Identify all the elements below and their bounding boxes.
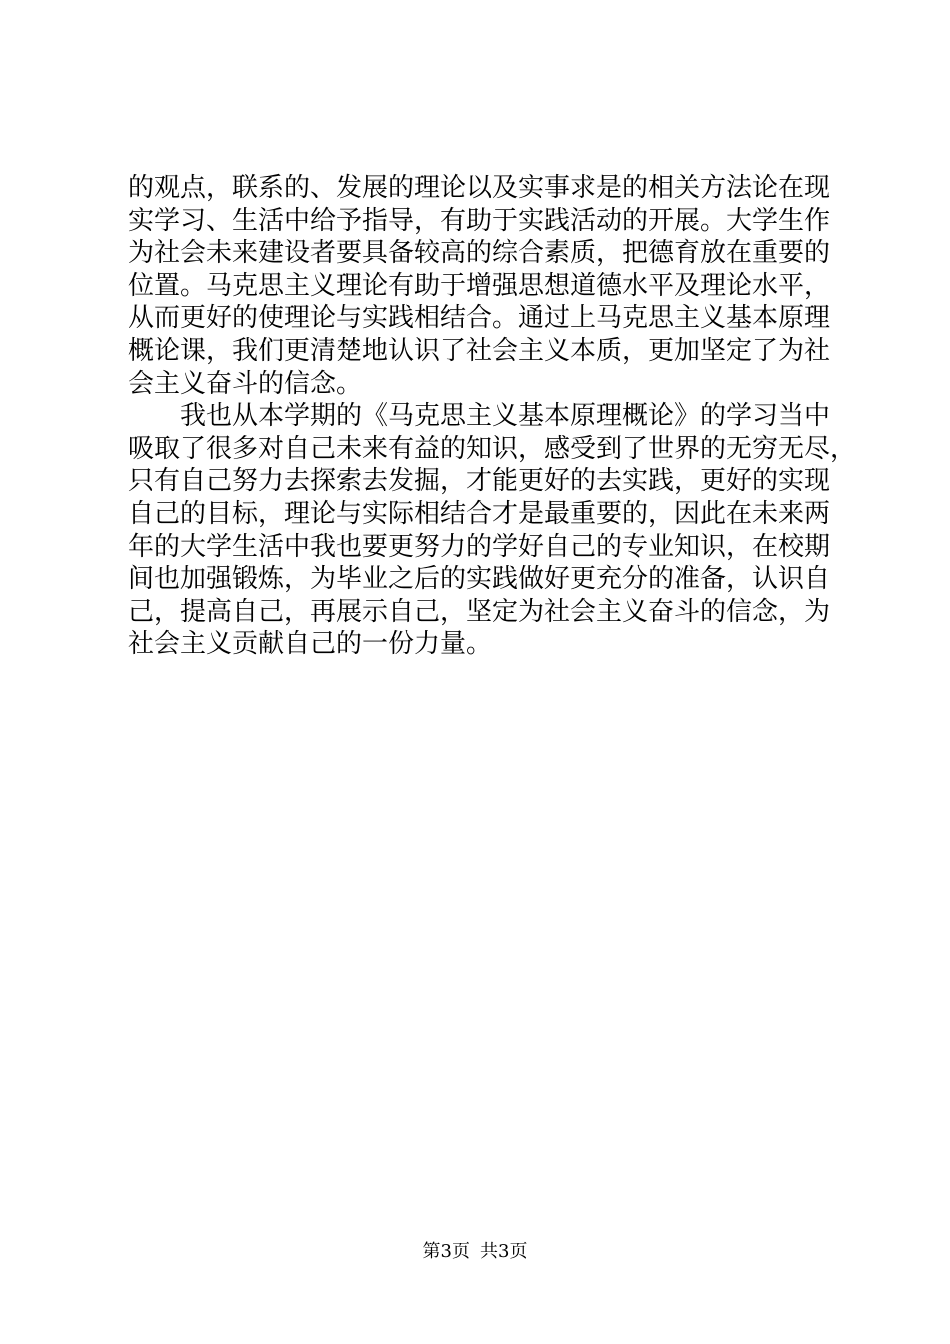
text-line: 吸取了很多对自己未来有益的知识，感受到了世界的无穷无尽， (128, 433, 857, 464)
page-number-current: 第3页 (422, 1241, 470, 1262)
text-line: 只有自己努力去探索去发掘，才能更好的去实践，更好的实现 (128, 466, 831, 497)
text-line: 实学习、生活中给予指导，有助于实践活动的开展。大学生作 (128, 205, 831, 236)
paragraph-2 (128, 400, 857, 661)
text-line: 的观点，联系的、发展的理论以及实事求是的相关方法论在现 (128, 173, 831, 203)
paragraph-1 (128, 172, 830, 400)
text-line: 社会主义贡献自己的一份力量。 (128, 629, 493, 660)
page-footer (0, 1240, 950, 1264)
text-line: 会主义奋斗的信念。 (128, 368, 363, 399)
text-line: 概论课，我们更清楚地认识了社会主义本质，更加坚定了为社 (128, 335, 831, 366)
text-line: 位置。马克思主义理论有助于增强思想道德水平及理论水平， (128, 270, 831, 301)
page-number-total: 共3页 (480, 1241, 528, 1262)
text-line: 间也加强锻炼，为毕业之后的实践做好更充分的准备，认识自 (128, 564, 831, 595)
text-line: 自己的目标，理论与实际相结合才是最重要的，因此在未来两 (128, 498, 831, 529)
text-line: 年的大学生活中我也要更努力的学好自己的专业知识，在校期 (128, 531, 831, 562)
text-line: 己，提高自己，再展示自己，坚定为社会主义奋斗的信念，为 (128, 596, 831, 627)
text-line: 从而更好的使理论与实践相结合。通过上马克思主义基本原理 (128, 303, 831, 334)
text-line: 为社会未来建设者要具备较高的综合素质，把德育放在重要的 (128, 238, 831, 269)
body-text (128, 172, 857, 661)
text-line: 我也从本学期的《马克思主义基本原理概论》的学习当中 (128, 401, 831, 432)
